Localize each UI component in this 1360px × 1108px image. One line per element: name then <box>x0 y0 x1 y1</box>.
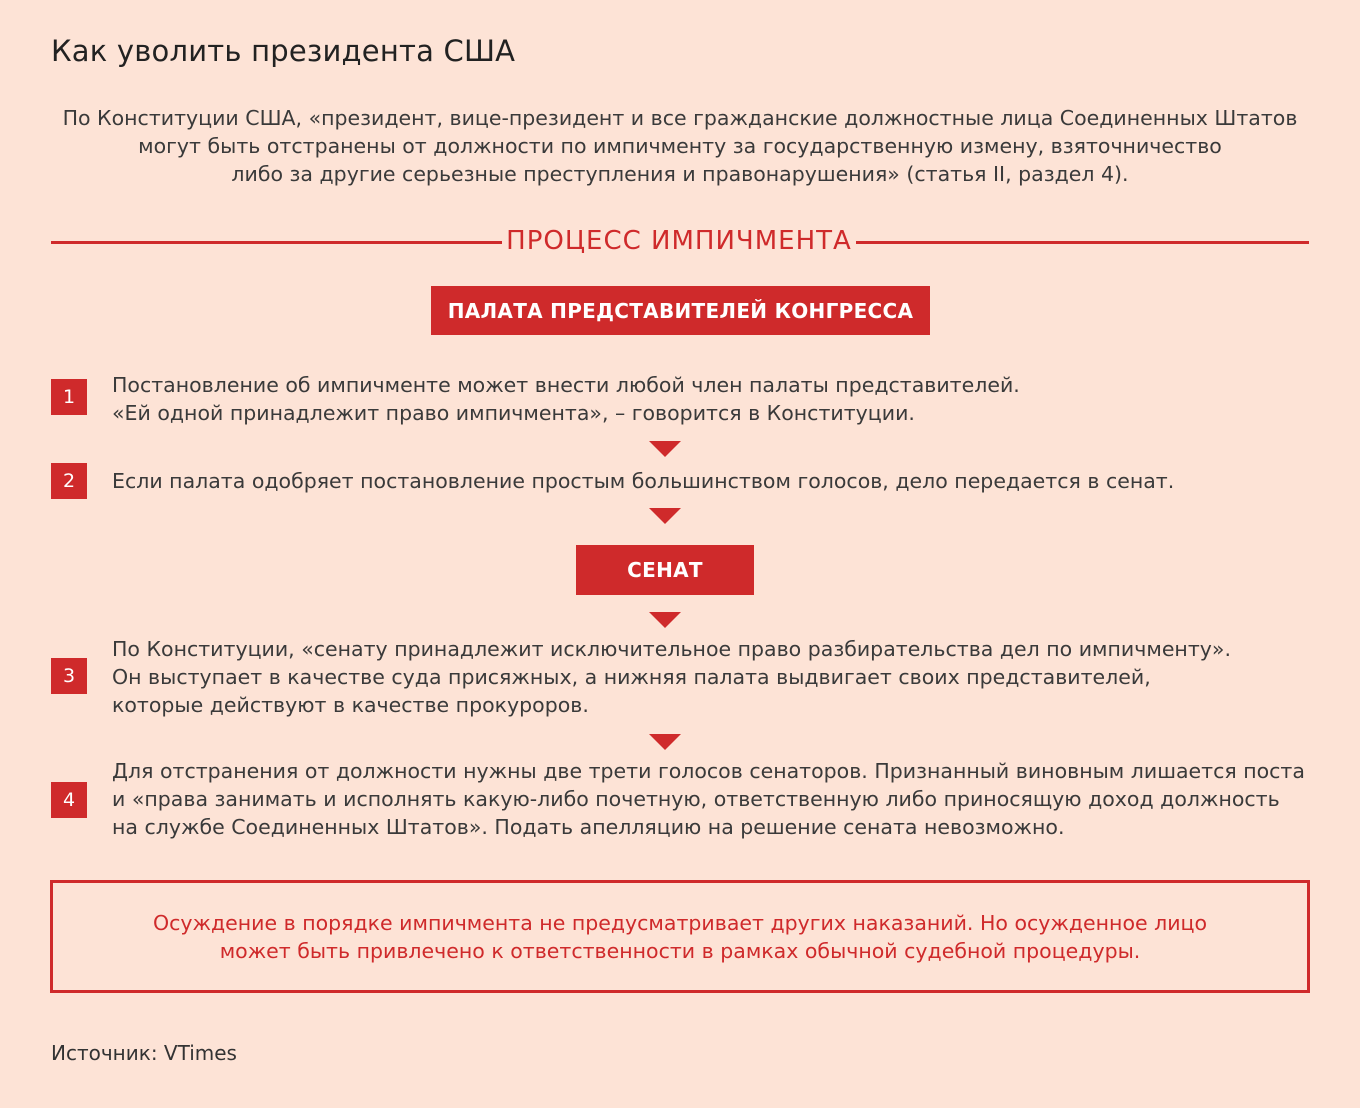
step-3-text <box>112 635 1231 719</box>
step-line: на службе Соединенных Штатов». Подать апелляцию на решение сената невозможно. <box>112 815 1065 839</box>
section-title: ПРОЦЕСС ИМПИЧМЕНТА <box>506 226 852 256</box>
flow-arrow-down-icon <box>649 734 681 750</box>
page-title: Как уволить президента США <box>51 34 516 68</box>
step-line: Для отстранения от должности нужны две трети голосов сенаторов. Признанный виновным лишается поста <box>112 759 1305 783</box>
step-line: «Ей одной принадлежит право импичмента», – говорится в Конституции. <box>112 401 915 425</box>
senate-stage-label: СЕНАТ <box>576 545 754 595</box>
step-1-text <box>112 371 1020 427</box>
note-text <box>153 909 1207 965</box>
step-number-badge: 1 <box>51 379 87 415</box>
flow-arrow-down-icon <box>649 441 681 457</box>
step-line: Если палата одобряет постановление простым большинством голосов, дело передается в сенат. <box>112 469 1175 493</box>
note-line: Осуждение в порядке импичмента не предусматривает других наказаний. Но осужденное лицо <box>152 910 1208 935</box>
note-box <box>50 880 1310 993</box>
step-4-text <box>112 757 1305 841</box>
flow-arrow-down-icon <box>649 508 681 524</box>
step-line: Он выступает в качестве суда присяжных, а нижняя палата выдвигает своих представителей, <box>112 665 1151 689</box>
step-line: По Конституции, «сенату принадлежит исключительное право разбирательства дел по импичменту». <box>112 637 1231 661</box>
note-line: может быть привлечено к ответственности в рамках обычной судебной процедуры. <box>219 938 1141 963</box>
intro-line: По Конституции США, «президент, вице-президент и все гражданские должностные лица Соединенных Штатов <box>62 106 1298 130</box>
intro-paragraph <box>40 104 1320 188</box>
step-number-badge: 3 <box>51 658 87 694</box>
source-credit: Источник: VTimes <box>51 1041 237 1065</box>
step-number-badge: 2 <box>51 463 87 499</box>
step-line: которые действуют в качестве прокуроров. <box>112 693 589 717</box>
flow-arrow-down-icon <box>649 612 681 628</box>
house-stage-label: ПАЛАТА ПРЕДСТАВИТЕЛЕЙ КОНГРЕССА <box>431 286 930 335</box>
section-divider-left <box>51 241 502 244</box>
step-number-badge: 4 <box>51 782 87 818</box>
step-2-text <box>112 467 1174 495</box>
step-line: и «права занимать и исполнять какую-либо почетную, ответственную либо приносящую доход должность <box>112 787 1280 811</box>
intro-line: могут быть отстранены от должности по импичменту за государственную измену, взяточничество <box>138 134 1222 158</box>
intro-line: либо за другие серьезные преступления и правонарушения» (статья II, раздел 4). <box>231 162 1129 186</box>
section-divider-right <box>856 241 1309 244</box>
step-line: Постановление об импичменте может внести любой член палаты представителей. <box>112 373 1020 397</box>
